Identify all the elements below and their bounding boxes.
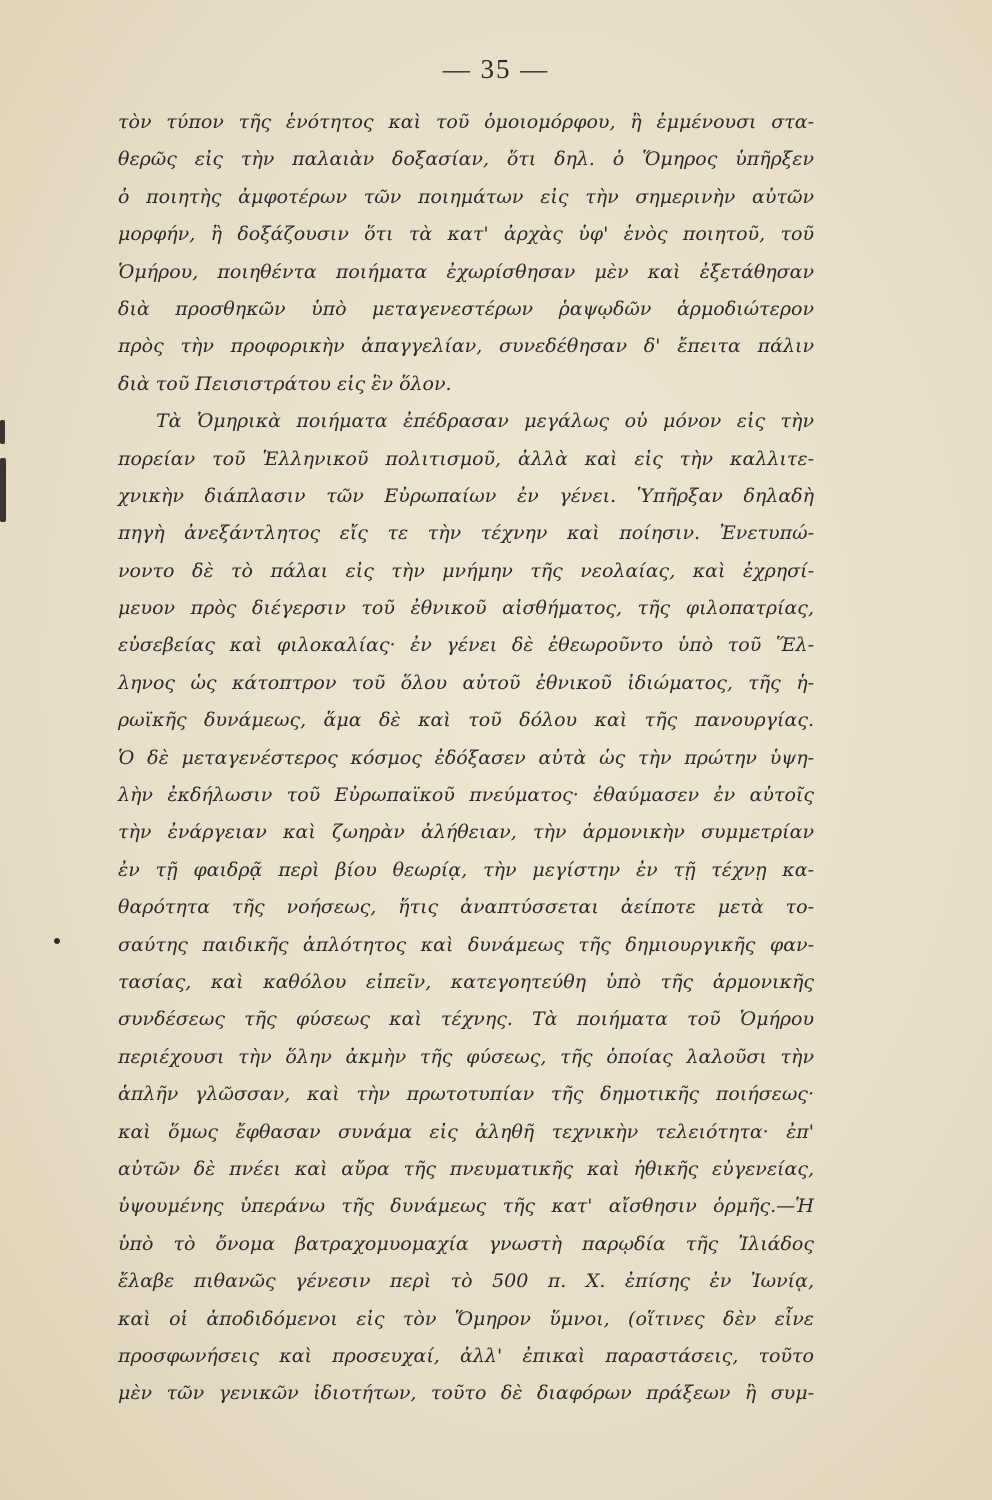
text-line: θερῶς εἰς τὴν παλαιὰν δοξασίαν, ὅτι δηλ. ὁ Ὅμηρος ὑπῆρξεν (118, 148, 814, 171)
margin-dot (54, 938, 60, 944)
text-line: τὸν τύπον τῆς ἑνότητος καὶ τοῦ ὁμοιομόρφου, ἢ ἐμμένουσι στα- (118, 111, 814, 133)
binding-mark-bottom (0, 458, 6, 522)
text-line: Τὰ Ὁμηρικὰ ποιήματα ἐπέδρασαν μεγάλως οὐ μόνον εἰς τὴν (156, 410, 814, 433)
text-line: ὑπὸ τὸ ὄνομα βατραχομυομαχία γνωστὴ παρῳδία τῆς Ἰλιάδος (118, 1232, 814, 1255)
text-line: ἁπλῆν γλῶσσαν, καὶ τὴν πρωτοτυπίαν τῆς δημοτικῆς ποιήσεως· (118, 1083, 814, 1106)
text-line: σαύτης παιδικῆς ἁπλότητος καὶ δυνάμεως τῆς δημιουργικῆς φαν- (118, 933, 814, 956)
text-line: χνικὴν διάπλασιν τῶν Εὐρωπαίων ἐν γένει. Ὑπῆρξαν δηλαδὴ (118, 484, 814, 507)
text-line: τὴν ἐνάργειαν καὶ ζωηρὰν ἀλήθειαν, τὴν ἁρμονικὴν συμμετρίαν (118, 821, 814, 844)
text-line: διὰ προσθηκῶν ὑπὸ μεταγενεστέρων ῥαψῳδῶν ἁρμοδιώτερον (118, 297, 814, 320)
text-line: εὐσεβείας καὶ φιλοκαλίας· ἐν γένει δὲ ἐθεωροῦντο ὑπὸ τοῦ Ἕλ- (118, 634, 814, 657)
text-line: ὑψουμένης ὑπεράνω τῆς δυνάμεως τῆς κατ' αἴσθησιν ὁρμῆς.—Ἡ (118, 1195, 814, 1218)
text-line: πηγὴ ἀνεξάντλητος εἴς τε τὴν τέχνην καὶ ποίησιν. Ἐνετυπώ- (118, 522, 814, 545)
text-line: Ὁ δὲ μεταγενέστερος κόσμος ἐδόξασεν αὐτὰ ὡς τὴν πρώτην ὑψη- (118, 746, 814, 769)
text-line: θαρότητα τῆς νοήσεως, ἥτις ἀναπτύσσεται ἀείποτε μετὰ το- (118, 896, 814, 919)
text-line: ὁ ποιητὴς ἀμφοτέρων τῶν ποιημάτων εἰς τὴν σημερινὴν αὐτῶν (118, 185, 814, 208)
body-text (118, 104, 814, 1413)
text-line: πρὸς τὴν προφορικὴν ἀπαγγελίαν, συνεδέθησαν δ' ἔπειτα πάλιν (118, 335, 814, 358)
text-line: ἔλαβε πιθανῶς γένεσιν περὶ τὸ 500 π. Χ. ἐπίσης ἐν Ἰωνίᾳ, (118, 1270, 814, 1293)
text-line: ἐν τῇ φαιδρᾷ περὶ βίου θεωρίᾳ, τὴν μεγίστην ἐν τῇ τέχνῃ κα- (118, 858, 814, 881)
text-line: αὐτῶν δὲ πνέει καὶ αὔρα τῆς πνευματικῆς καὶ ἠθικῆς εὐγενείας, (118, 1157, 814, 1180)
text-line: πορείαν τοῦ Ἑλληνικοῦ πολιτισμοῦ, ἀλλὰ καὶ εἰς τὴν καλλιτε- (118, 447, 814, 470)
text-line: μορφήν, ἢ δοξάζουσιν ὅτι τὰ κατ' ἀρχὰς ὑφ' ἑνὸς ποιητοῦ, τοῦ (118, 223, 814, 246)
text-line: διὰ τοῦ Πεισιστράτου εἰς ἓν ὅλον. (118, 372, 452, 395)
page-number: — 35 — (442, 54, 550, 84)
text-line: Ὁμήρου, ποιηθέντα ποιήματα ἐχωρίσθησαν μὲν καὶ ἐξετάθησαν (118, 260, 814, 283)
text-line: τασίας, καὶ καθόλου εἰπεῖν, κατεγοητεύθη ὑπὸ τῆς ἁρμονικῆς (118, 970, 814, 993)
text-line: προσφωνήσεις καὶ προσευχαί, ἀλλ' ἐπικαὶ παραστάσεις, τοῦτο (118, 1344, 814, 1367)
text-line: συνδέσεως τῆς φύσεως καὶ τέχνης. Τὰ ποιήματα τοῦ Ὁμήρου (118, 1008, 814, 1031)
text-line: μευον πρὸς διέγερσιν τοῦ ἐθνικοῦ αἰσθήματος, τῆς φιλοπατρίας, (118, 597, 814, 620)
text-line: περιέχουσι τὴν ὅλην ἀκμὴν τῆς φύσεως, τῆς ὁποίας λαλοῦσι τὴν (118, 1045, 814, 1068)
text-line: καὶ ὅμως ἔφθασαν συνάμα εἰς ἀληθῆ τεχνικὴν τελειότητα· ἐπ' (118, 1120, 814, 1143)
text-line: ρωϊκῆς δυνάμεως, ἅμα δὲ καὶ τοῦ δόλου καὶ τῆς πανουργίας. (118, 709, 814, 732)
binding-mark-top (0, 420, 5, 444)
text-line: μὲν τῶν γενικῶν ἰδιοτήτων, τοῦτο δὲ διαφόρων πράξεων ἢ συμ- (118, 1382, 814, 1405)
text-line: λὴν ἐκδήλωσιν τοῦ Εὐρωπαϊκοῦ πνεύματος· ἐθαύμασεν ἐν αὐτοῖς (118, 784, 814, 807)
text-line: ληνος ὡς κάτοπτρον τοῦ ὅλου αὐτοῦ ἐθνικοῦ ἰδιώματος, τῆς ἡ- (118, 671, 814, 694)
text-line: νοντο δὲ τὸ πάλαι εἰς τὴν μνήμην τῆς νεολαίας, καὶ ἐχρησί- (118, 559, 814, 582)
text-line: καὶ οἱ ἀποδιδόμενοι εἰς τὸν Ὅμηρον ὕμνοι, (οἵτινες δὲν εἶνε (118, 1307, 814, 1330)
